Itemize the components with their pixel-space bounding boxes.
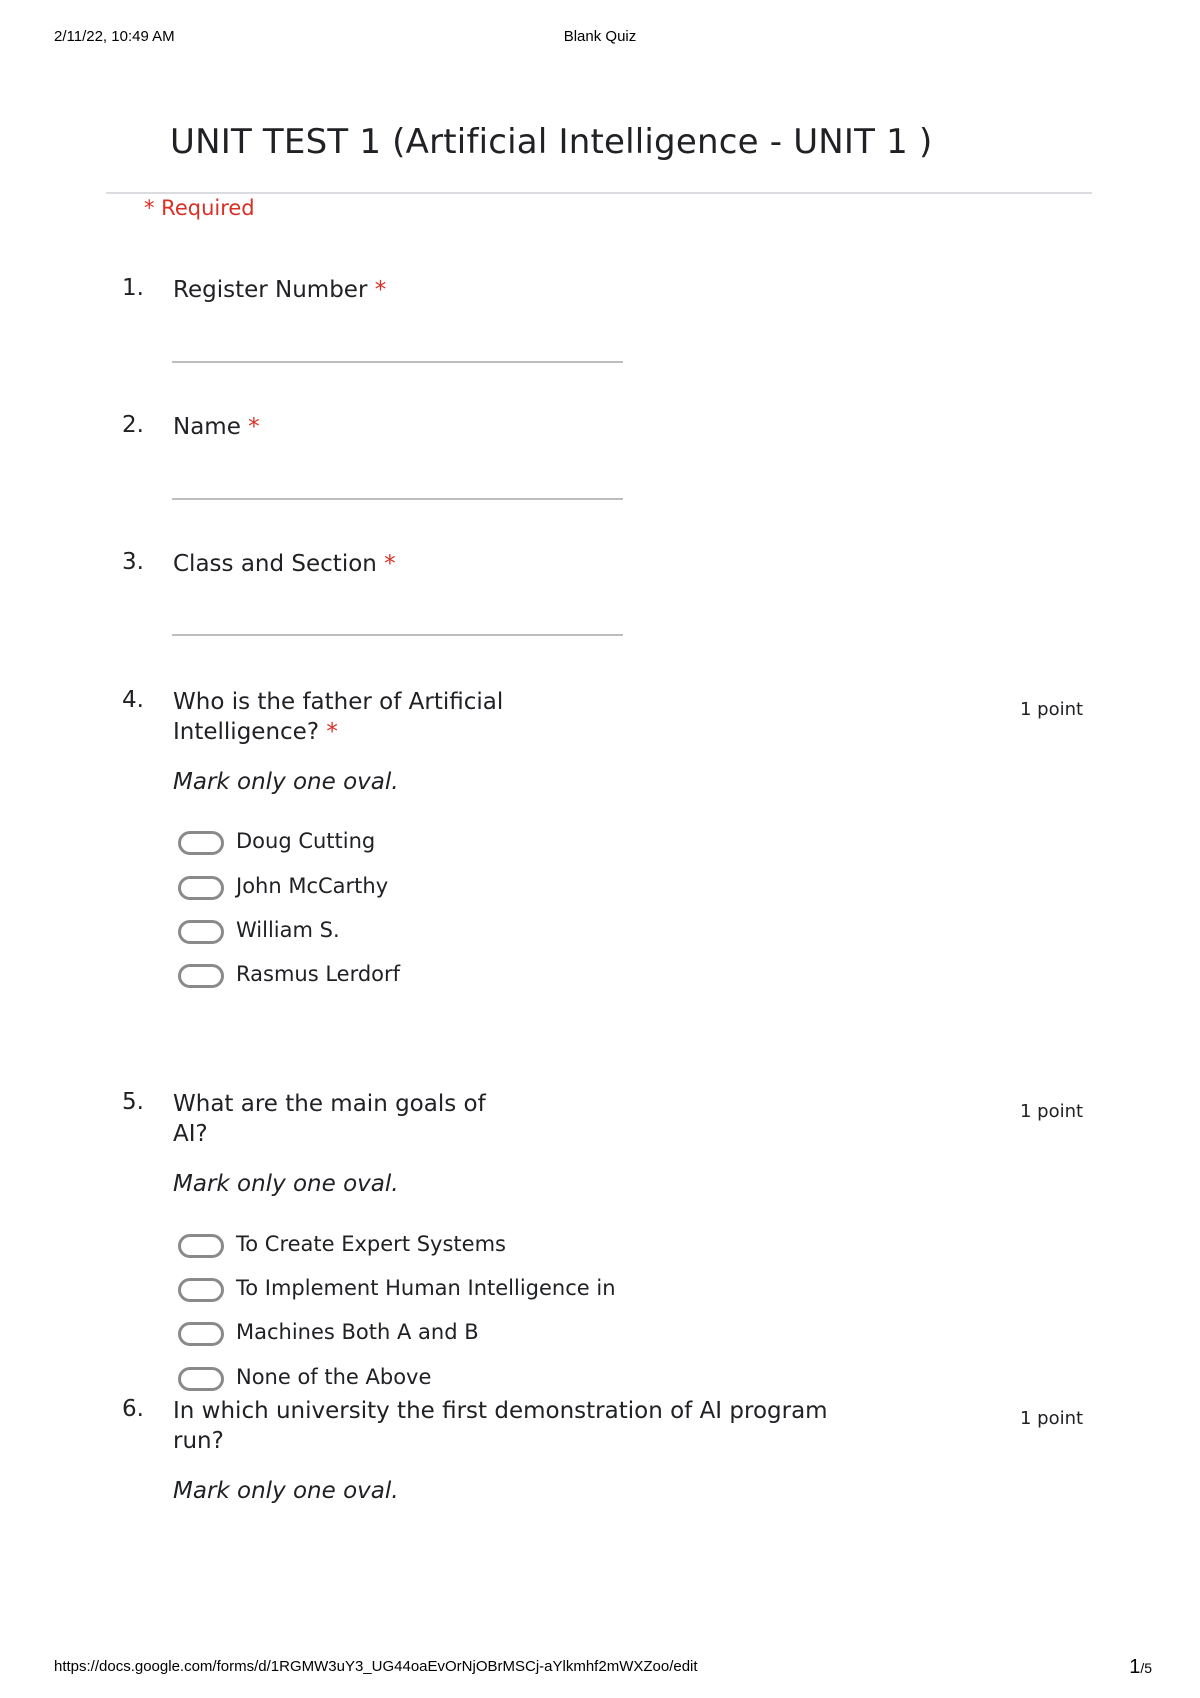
print-date: 2/11/22, 10:49 AM [54, 28, 175, 45]
question-number: 5. [122, 1089, 144, 1115]
required-note: * Required [144, 196, 255, 220]
mark-hint: Mark only one oval. [173, 1171, 399, 1197]
title-divider [106, 192, 1092, 194]
required-star: * [248, 414, 260, 440]
option-label: Rasmus Lerdorf [236, 962, 401, 986]
footer-url: https://docs.google.com/forms/d/1RGMW3uY3_UG44oaEvOrNjOBrMSCj-aYlkmhf2mWXZoo/edit [54, 1658, 698, 1675]
question-number: 1. [122, 275, 144, 301]
radio-oval[interactable] [178, 1234, 224, 1258]
question-text: Class and Section * [173, 551, 396, 577]
option-label: To Create Expert Systems [236, 1232, 506, 1256]
radio-oval[interactable] [178, 920, 224, 944]
points-label: 1 point [1020, 1101, 1084, 1122]
mark-hint: Mark only one oval. [173, 1478, 399, 1504]
option-label: None of the Above [236, 1365, 432, 1389]
print-header [54, 28, 1146, 48]
question-number: 2. [122, 412, 144, 438]
question-text: What are the main goals of AI? [173, 1091, 486, 1147]
points-label: 1 point [1020, 699, 1084, 720]
mark-hint: Mark only one oval. [173, 769, 399, 795]
option-label: Machines Both A and B [236, 1320, 479, 1344]
required-star: * [384, 551, 396, 577]
option-label: Doug Cutting [236, 829, 376, 853]
radio-oval[interactable] [178, 964, 224, 988]
question-text: In which university the first demonstration of AI program run? [173, 1398, 828, 1454]
option-label: William S. [236, 918, 340, 942]
question-text: Register Number * [173, 277, 387, 303]
question-number: 4. [122, 687, 144, 713]
print-title: Blank Quiz [563, 28, 637, 45]
question-number: 3. [122, 549, 144, 575]
question-number: 6. [122, 1396, 144, 1422]
required-star: * [374, 277, 387, 303]
question-text: Who is the father of Artificial Intelligence? * [173, 689, 504, 745]
radio-oval[interactable] [178, 876, 224, 900]
option-label: John McCarthy [236, 874, 389, 898]
option-label: To Implement Human Intelligence in [236, 1276, 616, 1300]
points-label: 1 point [1020, 1408, 1084, 1429]
radio-oval[interactable] [178, 1367, 224, 1391]
question-text: Name * [173, 414, 260, 440]
page-number: 1/5 [1129, 1656, 1152, 1678]
register-number-field[interactable] [172, 361, 623, 363]
radio-oval[interactable] [178, 1322, 224, 1346]
form-title: UNIT TEST 1 (Artificial Intelligence - UNIT 1 ) [170, 122, 933, 162]
class-section-field[interactable] [172, 634, 623, 636]
name-field[interactable] [172, 498, 623, 500]
required-star: * [326, 719, 338, 745]
radio-oval[interactable] [178, 831, 224, 855]
radio-oval[interactable] [178, 1278, 224, 1302]
